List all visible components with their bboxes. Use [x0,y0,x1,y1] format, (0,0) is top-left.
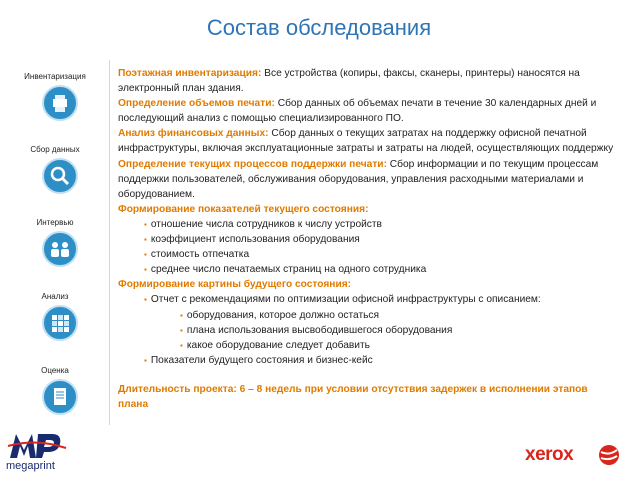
section-finance [118,126,618,156]
sub-list-item: ▪ оборудования, которое должно остаться [118,308,618,323]
divider [109,60,110,425]
xerox-sphere-icon [598,444,620,466]
printer-icon [42,85,78,121]
section-current-metrics-heading: Формирование показателей текущего состояния: [118,203,369,215]
stages-sidebar [0,0,110,479]
stage-label-interview: Интервью [36,218,74,227]
magnifier-icon [42,158,78,194]
section-heading: Анализ финансовых данных: [118,128,269,140]
section-heading: Определение текущих процессов поддержки печати: [118,158,387,170]
section-heading: Поэтажная инвентаризация: [118,68,262,79]
section-heading: Определение объемов печати: [118,98,275,110]
page-title: Состав обследования [206,15,432,40]
megaprint-wordmark: megaprint [6,460,55,472]
list-item: ▪ отношение числа сотрудников к числу устройств [118,217,618,232]
document-icon [42,379,78,415]
grid-icon [42,305,78,341]
stage-label-evaluation: Оценка [41,366,69,375]
list-item: ▪ коэффициент использования оборудования [118,232,618,247]
list-item: ▪ Показатели будущего состояния и бизнес-кейс [118,353,618,368]
section-text: Все устройства (копиры, факсы, сканеры, принтеры) наносятся на электронный план здания. [118,68,580,95]
stage-label-analysis: Анализ [41,292,69,301]
section-inventory [118,66,618,96]
section-text: Сбор данных об объемах печати в течение 30 календарных дней и последующий анализ с помощью специализированного ПО. [118,98,597,125]
section-print-volume [118,96,618,126]
people-icon [42,231,78,267]
section-text: Сбор данных о текущих затратах на поддержку офисной печатной инфраструктуры, включая эксплуатационные затраты и затраты на людей, осуществляющих поддержку [118,128,614,155]
content-body [118,66,618,412]
list-item: ▪ среднее число печатаемых страниц на одного сотрудника [118,262,618,277]
xerox-wordmark: xerox [525,444,574,465]
section-text: Сбор информации и по текущим процессам поддержки пользователей, обслуживания оборудования, управления расходными материалами и оборудованием. [118,158,599,200]
stage-label-inventory: Инвентаризация [24,72,86,81]
stage-label-data: Сбор данных [30,145,80,154]
sub-list-item: ▪ плана использования высвободившегося оборудования [118,323,618,338]
project-duration: Длительность проекта: 6 – 8 недель при условии отсутствия задержек в исполнении этапов плана [118,383,588,410]
section-processes [118,157,618,202]
section-future-state-heading: Формирование картины будущего состояния: [118,279,352,291]
list-item: ▪ стоимость отпечатка [118,247,618,262]
sub-list-item: ▪ какое оборудование следует добавить [118,338,618,353]
list-item: ▪ Отчет с рекомендациями по оптимизации офисной инфраструктуры с описанием: [118,292,618,307]
